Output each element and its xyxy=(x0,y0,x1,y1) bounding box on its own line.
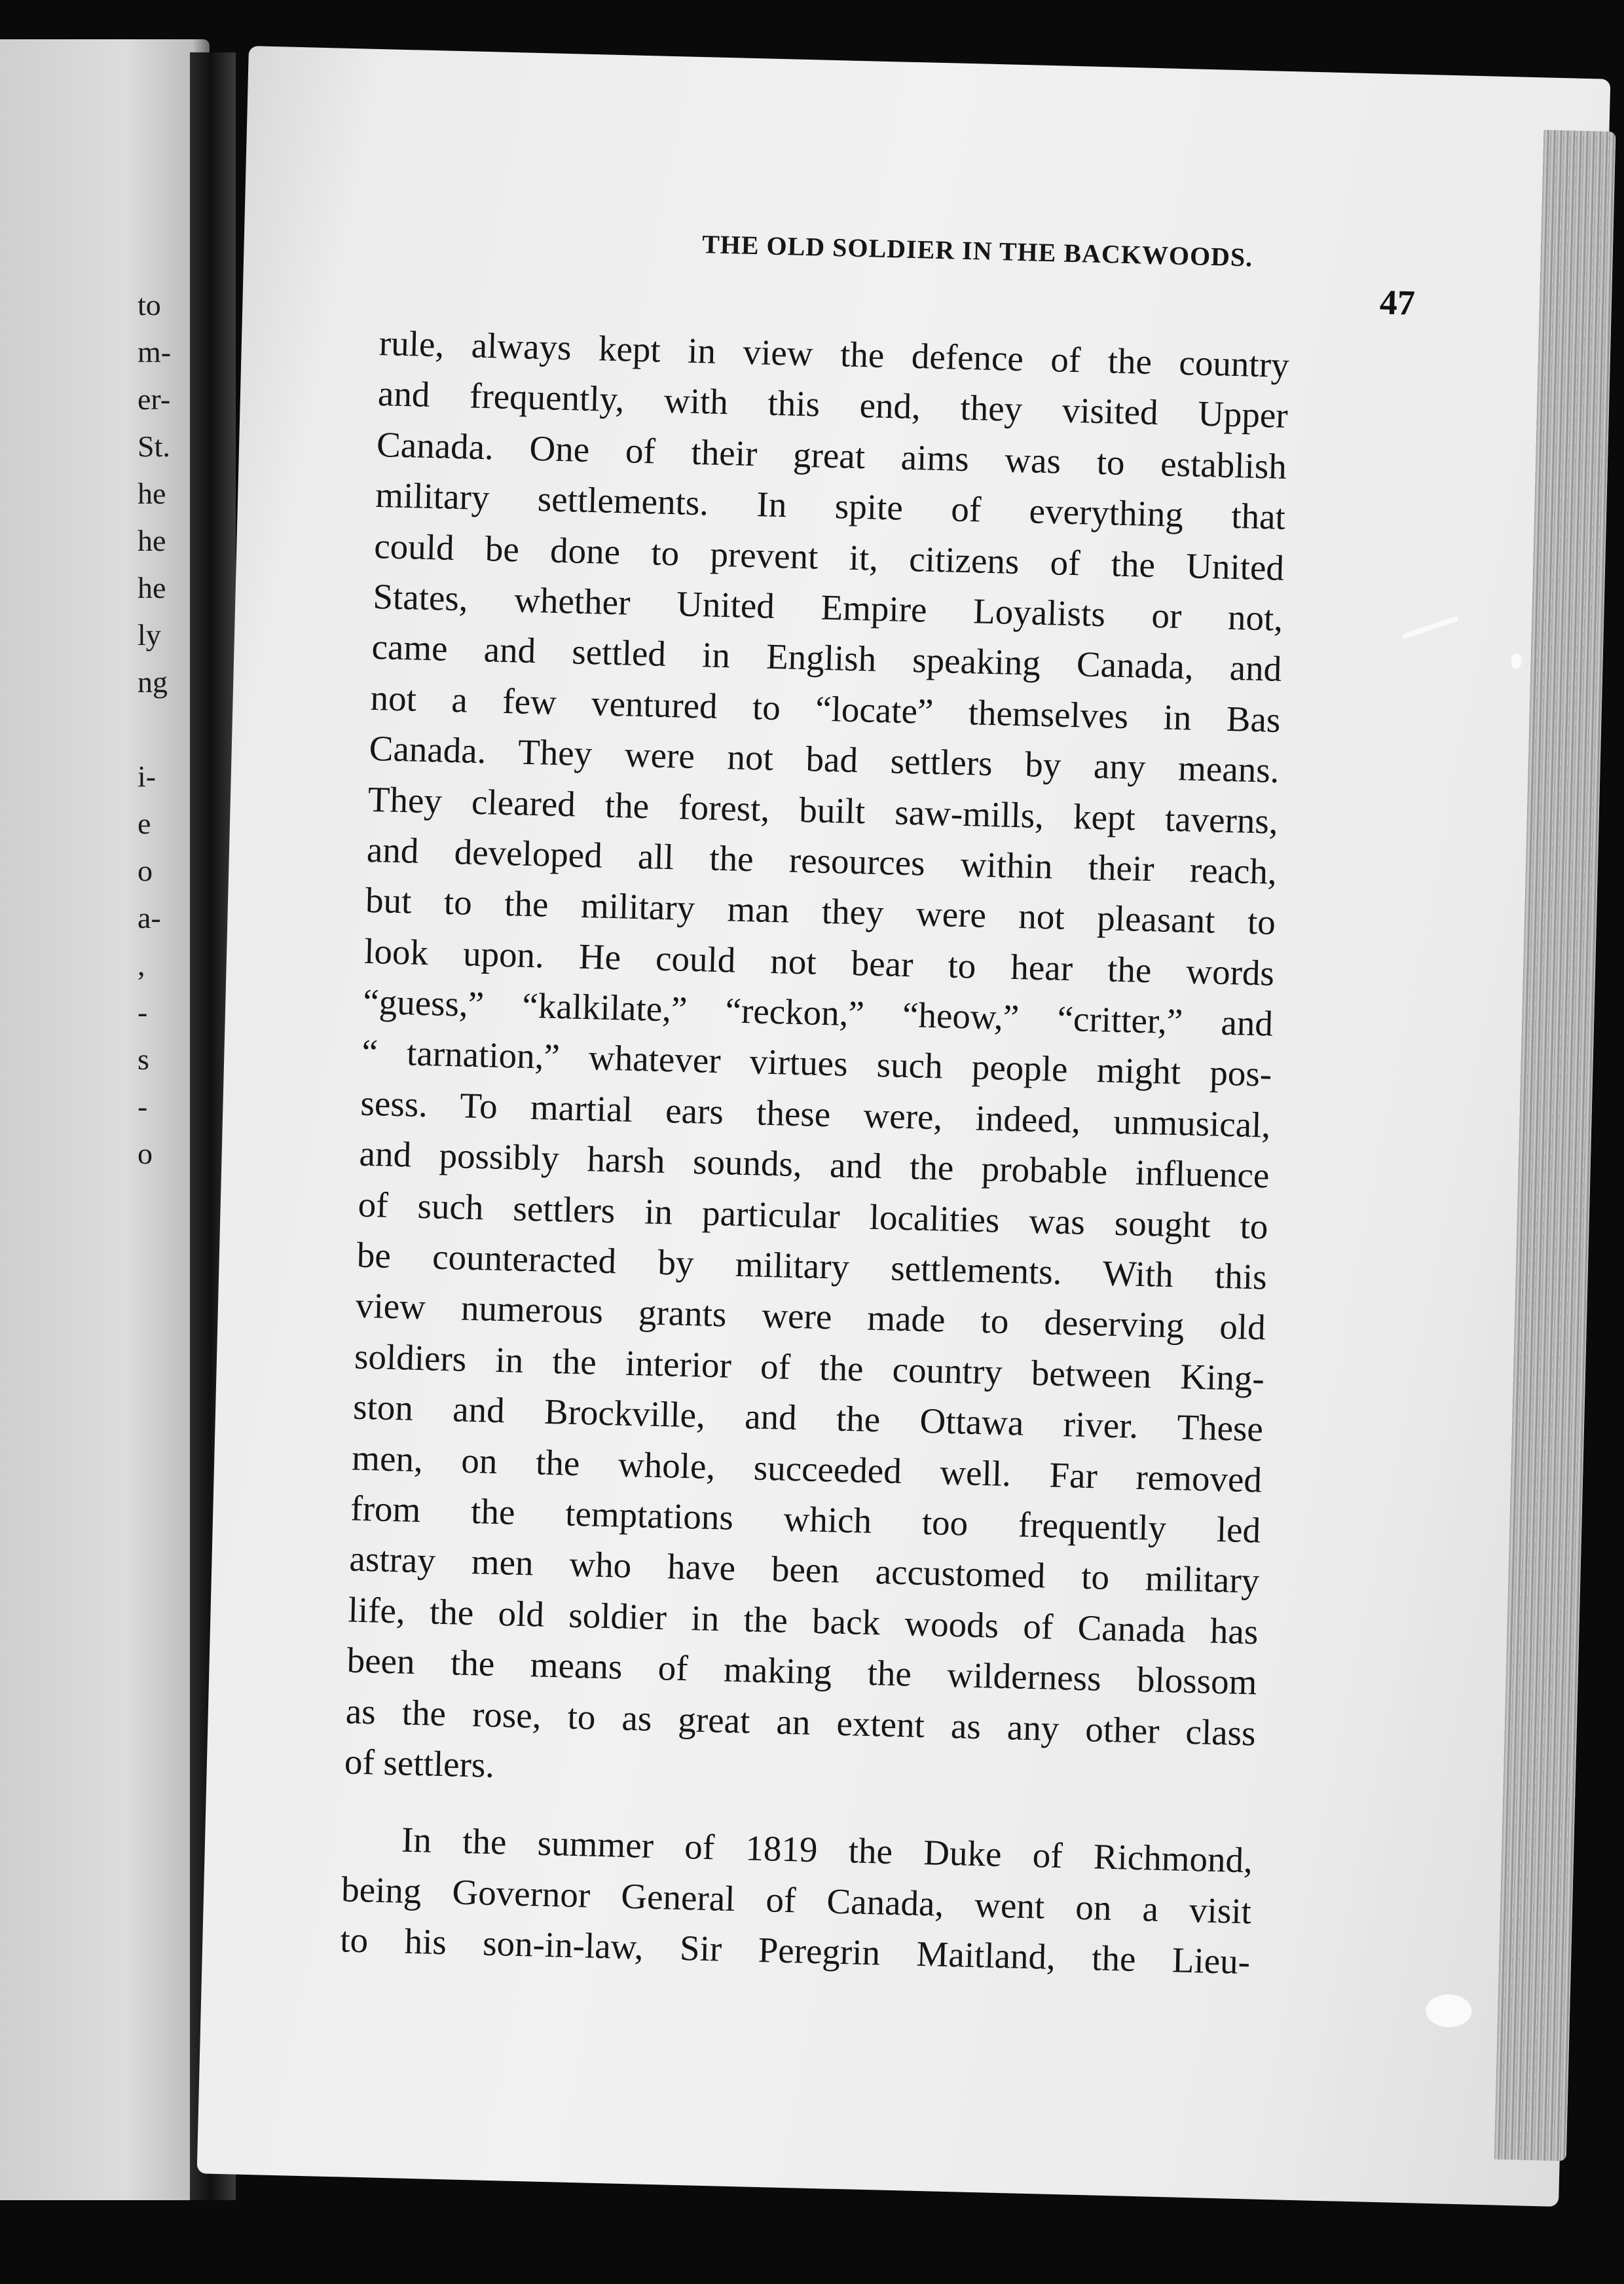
text-line: sess. To martial ears these were, indeed, unmusical, xyxy=(360,1082,1271,1145)
book-page xyxy=(197,46,1611,2207)
left-fragment: i- xyxy=(138,760,157,793)
text-line: Canada. One of their great aims was to establish xyxy=(376,424,1287,487)
left-fragment: s xyxy=(138,1042,149,1076)
dust-speck xyxy=(1401,616,1459,639)
page-edges xyxy=(1494,130,1616,2161)
text-line: and developed all the resources within their reach, xyxy=(366,829,1278,892)
text-line: but to the military man they were not pleasant to xyxy=(365,880,1276,943)
text-line: ston and Brockville, and the Ottawa river. These xyxy=(352,1386,1264,1449)
text-line: from the temptations which too frequently led xyxy=(350,1488,1261,1551)
text-line: astray men who have been accustomed to military xyxy=(348,1538,1260,1601)
text-line: not a few ventured to “locate” themselves in Bas xyxy=(370,677,1282,740)
text-line: soldiers in the interior of the country between King- xyxy=(354,1336,1265,1399)
page-number: 47 xyxy=(1379,282,1416,323)
left-fragment: he xyxy=(138,571,166,604)
text-line: of such settlers in particular localities was sought to xyxy=(358,1184,1269,1247)
dust-speck xyxy=(1511,653,1522,669)
text-line: They cleared the forest, built saw-mills, kept taverns, xyxy=(367,779,1279,841)
text-line: “ tarnation,” whatever virtues such people might pos- xyxy=(361,1032,1272,1095)
text-line: military settlements. In spite of everything that xyxy=(375,475,1286,538)
body-text xyxy=(339,318,1289,1987)
left-fragment: , xyxy=(138,948,145,982)
left-fragment: he xyxy=(138,524,166,557)
text-line: Canada. They were not bad settlers by any means. xyxy=(369,728,1280,790)
left-facing-page xyxy=(0,39,210,2200)
left-fragment: m- xyxy=(138,335,172,369)
left-fragment: a- xyxy=(138,901,161,934)
text-line: and frequently, with this end, they visited Upper xyxy=(377,373,1289,436)
text-line: rule, always kept in view the defence of the country xyxy=(378,323,1290,386)
left-fragment: he xyxy=(138,477,166,510)
text-line: men, on the whole, succeeded well. Far removed xyxy=(351,1437,1263,1500)
text-line: view numerous grants were made to deserving old xyxy=(355,1285,1266,1348)
text-line: look upon. He could not bear to hear the words xyxy=(363,930,1275,993)
text-line: to his son-in-law, Sir Peregrin Maitland, the Lieu- xyxy=(339,1919,1251,1982)
left-fragment: - xyxy=(138,1090,148,1123)
text-line: “guess,” “kalkilate,” “reckon,” “heow,” “critter,” and xyxy=(362,981,1274,1044)
left-fragment: St. xyxy=(138,430,170,463)
left-fragment: e xyxy=(138,807,151,840)
text-line: be counteracted by military settlements. With this xyxy=(356,1234,1268,1297)
dust-speck xyxy=(1426,1994,1472,2028)
text-line: came and settled in English speaking Canada, and xyxy=(371,627,1282,690)
running-head: THE OLD SOLDIER IN THE BACKWOODS. xyxy=(701,229,1253,272)
text-line: been the means of making the wilderness blossom xyxy=(346,1640,1258,1703)
left-fragment: ng xyxy=(138,665,168,699)
text-line: of settlers. xyxy=(344,1741,495,1785)
left-fragment: - xyxy=(138,995,148,1029)
text-line: In the summer of 1819 the Duke of Richmond, xyxy=(401,1819,1253,1881)
text-line: as the rose, to as great an extent as any other class xyxy=(345,1691,1257,1753)
left-fragment: to xyxy=(138,288,161,322)
left-fragment: ly xyxy=(138,618,161,652)
left-fragment: o xyxy=(138,1137,153,1170)
text-line: could be done to prevent it, citizens of the United xyxy=(373,525,1285,588)
left-fragment: er- xyxy=(138,382,171,416)
left-fragment: o xyxy=(138,854,153,887)
text-line: life, the old soldier in the back woods of Canada has xyxy=(347,1589,1259,1652)
text-line: States, whether United Empire Loyalists or not, xyxy=(372,576,1283,638)
text-line: being Governor General of Canada, went on a visit xyxy=(341,1869,1252,1932)
text-line: and possibly harsh sounds, and the probable influence xyxy=(358,1133,1270,1196)
